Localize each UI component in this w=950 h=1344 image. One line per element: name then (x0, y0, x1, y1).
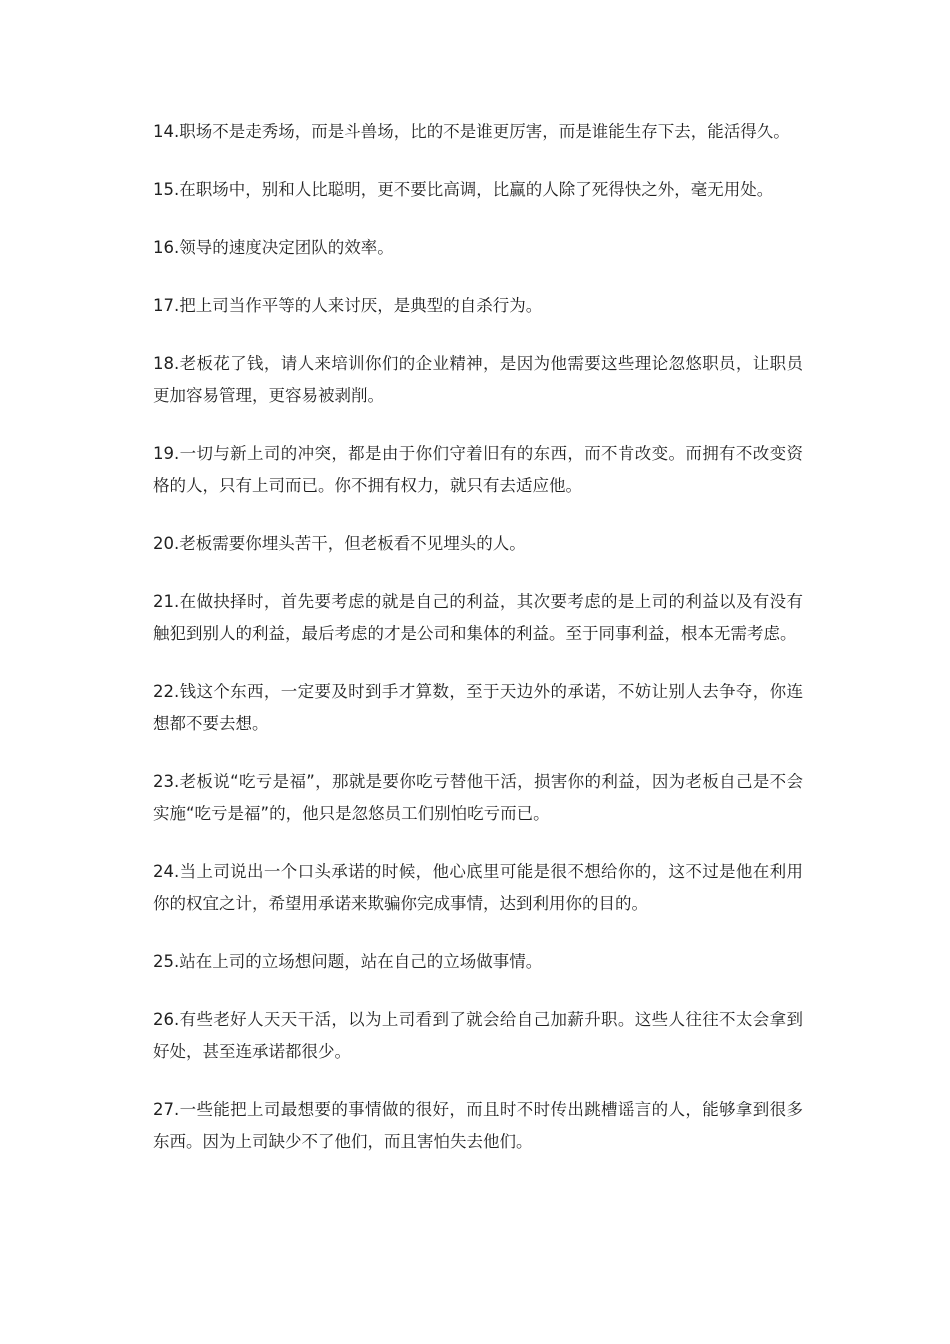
paragraph-22: 22.钱这个东西，一定要及时到手才算数，至于天边外的承诺，不妨让别人去争夺，你连想都不要去想。 (153, 682, 803, 733)
document-body (153, 116, 803, 1184)
paragraph-25: 25.站在上司的立场想问题，站在自己的立场做事情。 (153, 952, 543, 971)
paragraph-24: 24.当上司说出一个口头承诺的时候，他心底里可能是很不想给你的，这不过是他在利用你的权宜之计，希望用承诺来欺骗你完成事情，达到利用你的目的。 (153, 862, 803, 913)
paragraph-15: 15.在职场中，别和人比聪明，更不要比高调，比赢的人除了死得快之外，毫无用处。 (153, 180, 774, 199)
paragraph-20: 20.老板需要你埋头苦干，但老板看不见埋头的人。 (153, 534, 526, 553)
paragraph-17: 17.把上司当作平等的人来讨厌，是典型的自杀行为。 (153, 296, 543, 315)
paragraph-18: 18.老板花了钱，请人来培训你们的企业精神，是因为他需要这些理论忽悠职员，让职员更加容易管理，更容易被剥削。 (153, 354, 803, 405)
paragraph-14: 14.职场不是走秀场，而是斗兽场，比的不是谁更厉害，而是谁能生存下去，能活得久。 (153, 122, 790, 141)
paragraph-27: 27.一些能把上司最想要的事情做的很好，而且时不时传出跳槽谣言的人，能够拿到很多东西。因为上司缺少不了他们，而且害怕失去他们。 (153, 1100, 803, 1151)
paragraph-19: 19.一切与新上司的冲突，都是由于你们守着旧有的东西，而不肯改变。而拥有不改变资格的人，只有上司而已。你不拥有权力，就只有去适应他。 (153, 444, 803, 495)
paragraph-21: 21.在做抉择时，首先要考虑的就是自己的利益，其次要考虑的是上司的利益以及有没有触犯到别人的利益，最后考虑的才是公司和集体的利益。至于同事利益，根本无需考虑。 (153, 592, 803, 643)
paragraph-16: 16.领导的速度决定团队的效率。 (153, 238, 394, 257)
paragraph-23: 23.老板说“吃亏是福”，那就是要你吃亏替他干活，损害你的利益，因为老板自己是不会实施“吃亏是福”的，他只是忽悠员工们别怕吃亏而已。 (153, 772, 803, 823)
paragraph-26: 26.有些老好人天天干活，以为上司看到了就会给自己加薪升职。这些人往往不太会拿到好处，甚至连承诺都很少。 (153, 1010, 803, 1061)
